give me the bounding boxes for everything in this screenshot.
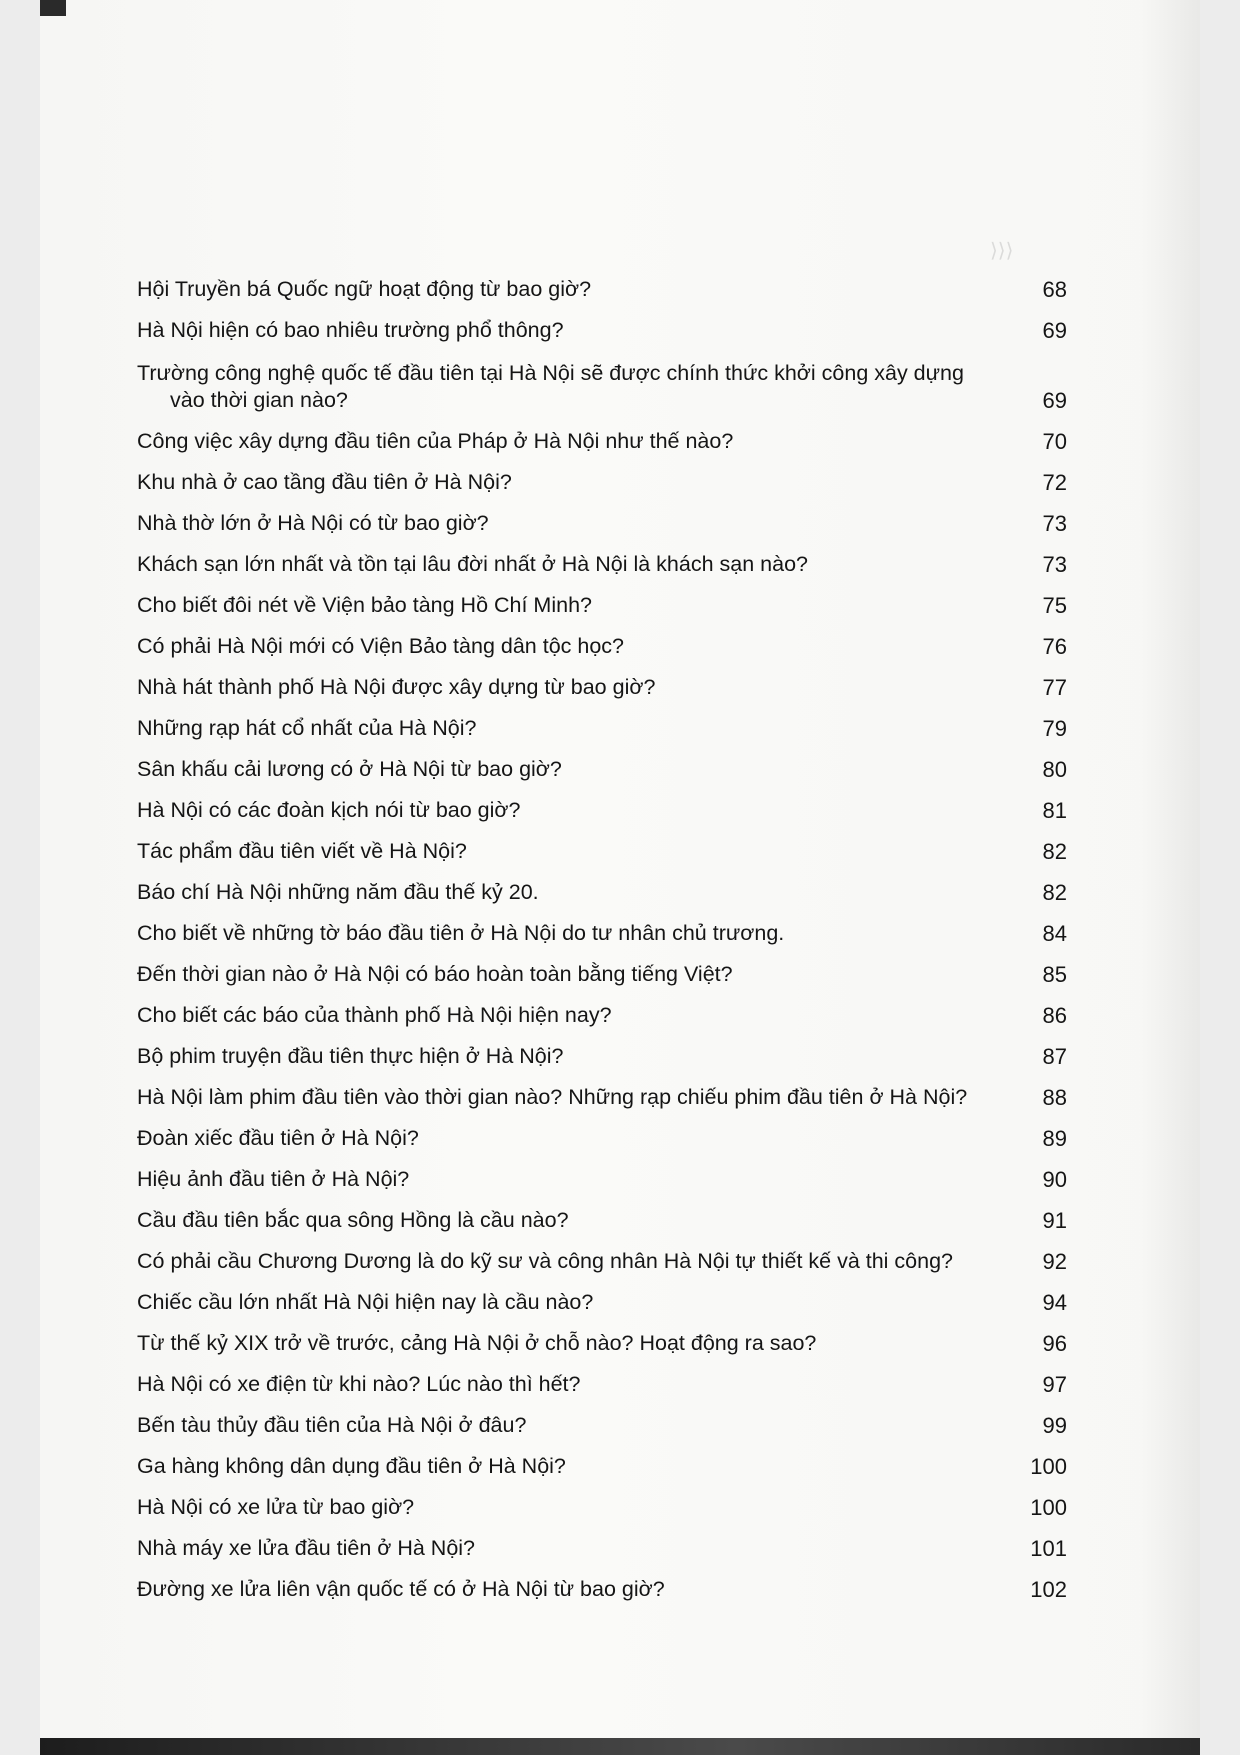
toc-entry — [137, 537, 1067, 578]
toc-entry-page-number: 70 — [1042, 429, 1067, 454]
toc-entry-title — [137, 276, 1007, 303]
toc-entry-title-text: Hà Nội làm phim đầu tiên vào thời gian nào? Những rạp chiếu phim đầu tiên ở Hà Nội? — [137, 1085, 968, 1109]
toc-entry-page-number: 69 — [1042, 318, 1067, 343]
toc-entry-page-number: 75 — [1042, 593, 1067, 618]
toc-entry-page-number: 68 — [1042, 277, 1067, 302]
toc-entry-page-number: 92 — [1042, 1249, 1067, 1274]
toc-entry-title — [137, 1002, 1007, 1029]
toc-entry-title-text: Cầu đầu tiên bắc qua sông Hồng là cầu nào? — [137, 1208, 569, 1232]
toc-entry-title-text: Hiệu ảnh đầu tiên ở Hà Nội? — [137, 1167, 410, 1191]
toc-entry-title-text: Đoàn xiếc đầu tiên ở Hà Nội? — [137, 1126, 419, 1150]
toc-entry-page-number: 84 — [1042, 921, 1067, 946]
toc-entry-title-text: Hà Nội có các đoàn kịch nói từ bao giờ? — [137, 798, 521, 822]
toc-entry-title — [137, 961, 1007, 988]
toc-entry — [137, 660, 1067, 701]
toc-entry-page-number: 80 — [1042, 757, 1067, 782]
toc-entry-title — [137, 1371, 1007, 1398]
toc-entry — [137, 1439, 1067, 1480]
toc-entry — [137, 262, 1067, 303]
toc-entry — [137, 1562, 1067, 1603]
bleed-through-text: ⟩⟩⟩ — [990, 240, 1014, 262]
toc-entry — [137, 865, 1067, 906]
table-of-contents — [137, 262, 1067, 1603]
toc-entry-title — [137, 674, 1007, 701]
toc-entry-title — [137, 1043, 1007, 1070]
toc-entry-title-text: Hà Nội có xe lửa từ bao giờ? — [137, 1495, 415, 1519]
toc-entry-title-text: Đến thời gian nào ở Hà Nội có báo hoàn toàn bằng tiếng Việt? — [137, 962, 733, 986]
toc-entry-page-number: 82 — [1042, 839, 1067, 864]
toc-entry-page-number: 77 — [1042, 675, 1067, 700]
toc-entry-title — [137, 1248, 1007, 1275]
toc-entry-title-text: Cho biết các báo của thành phố Hà Nội hiện nay? — [137, 1003, 612, 1027]
toc-entry-page-number: 82 — [1042, 880, 1067, 905]
toc-entry-page-number: 101 — [1030, 1536, 1067, 1561]
toc-entry-title-text: Ga hàng không dân dụng đầu tiên ở Hà Nội? — [137, 1454, 566, 1478]
toc-entry-title-text: Từ thế kỷ XIX trở về trước, cảng Hà Nội ở chỗ nào? Hoạt động ra sao? — [137, 1331, 817, 1355]
toc-entry-page-number: 76 — [1042, 634, 1067, 659]
toc-entry-title-text: Chiếc cầu lớn nhất Hà Nội hiện nay là cầu nào? — [137, 1290, 594, 1314]
page-edge-shadow — [1140, 0, 1200, 1755]
toc-entry-page-number: 99 — [1042, 1413, 1067, 1438]
toc-entry — [137, 824, 1067, 865]
toc-entry — [137, 578, 1067, 619]
toc-entry-page-number: 96 — [1042, 1331, 1067, 1356]
toc-entry-title-text: Nhà máy xe lửa đầu tiên ở Hà Nội? — [137, 1536, 476, 1560]
toc-entry-title-text: Khu nhà ở cao tầng đầu tiên ở Hà Nội? — [137, 470, 512, 494]
toc-entry-title-text: Cho biết đôi nét về Viện bảo tàng Hồ Chí Minh? — [137, 593, 592, 617]
toc-entry-title — [137, 428, 1007, 455]
toc-entry-page-number: 87 — [1042, 1044, 1067, 1069]
toc-entry-title — [137, 797, 1007, 824]
toc-entry-page-number: 90 — [1042, 1167, 1067, 1192]
toc-entry-title — [137, 317, 1007, 344]
toc-entry-title-text: Hội Truyền bá Quốc ngữ hoạt động từ bao giờ? — [137, 277, 592, 301]
toc-entry-title — [137, 1084, 1007, 1111]
toc-entry-page-number: 102 — [1030, 1577, 1067, 1602]
toc-entry-title-text: Bến tàu thủy đầu tiên của Hà Nội ở đâu? — [137, 1413, 527, 1437]
toc-entry-title-continuation: vào thời gian nào? — [170, 388, 348, 412]
toc-entry-page-number: 97 — [1042, 1372, 1067, 1397]
toc-entry-title — [137, 1207, 1007, 1234]
toc-entry — [137, 783, 1067, 824]
toc-entry-title-text: Nhà hát thành phố Hà Nội được xây dựng từ bao giờ? — [137, 675, 656, 699]
toc-entry — [137, 1316, 1067, 1357]
toc-entry-page-number: 100 — [1030, 1495, 1067, 1520]
toc-entry-title-text: Nhà thờ lớn ở Hà Nội có từ bao giờ? — [137, 511, 489, 535]
toc-entry-title-text: Sân khấu cải lương có ở Hà Nội từ bao giờ? — [137, 757, 562, 781]
toc-entry-page-number: 85 — [1042, 962, 1067, 987]
toc-entry-title — [137, 633, 1007, 660]
toc-entry-title — [137, 879, 1007, 906]
toc-entry-title — [137, 1125, 1007, 1152]
toc-entry-title-text: Có phải cầu Chương Dương là do kỹ sư và công nhân Hà Nội tự thiết kế và thi công? — [137, 1249, 954, 1273]
toc-entry — [137, 1070, 1067, 1111]
toc-entry-page-number: 69 — [1042, 388, 1067, 413]
toc-entry-title — [137, 1166, 1007, 1193]
toc-entry-title-text: Hà Nội có xe điện từ khi nào? Lúc nào thì hết? — [137, 1372, 581, 1396]
toc-entry — [137, 1398, 1067, 1439]
toc-entry — [137, 619, 1067, 660]
toc-entry — [137, 344, 1067, 414]
toc-entry — [137, 1275, 1067, 1316]
toc-entry-title-text: Có phải Hà Nội mới có Viện Bảo tàng dân tộc học? — [137, 634, 624, 658]
toc-entry-title-text: Khách sạn lớn nhất và tồn tại lâu đời nhất ở Hà Nội là khách sạn nào? — [137, 552, 808, 576]
toc-entry — [137, 1111, 1067, 1152]
toc-entry-page-number: 86 — [1042, 1003, 1067, 1028]
toc-entry — [137, 1521, 1067, 1562]
toc-entry-title-text: Hà Nội hiện có bao nhiêu trường phổ thông? — [137, 318, 564, 342]
scan-corner-mark — [40, 0, 66, 16]
toc-entry — [137, 701, 1067, 742]
toc-entry-title — [137, 510, 1007, 537]
toc-entry-page-number: 73 — [1042, 552, 1067, 577]
toc-entry-title — [137, 551, 1007, 578]
toc-entry-page-number: 94 — [1042, 1290, 1067, 1315]
toc-entry — [137, 1193, 1067, 1234]
toc-entry-title-text: Đường xe lửa liên vận quốc tế có ở Hà Nội từ bao giờ? — [137, 1577, 665, 1601]
toc-entry — [137, 742, 1067, 783]
toc-entry-title — [137, 1576, 1007, 1603]
toc-entry — [137, 906, 1067, 947]
toc-entry-page-number: 91 — [1042, 1208, 1067, 1233]
toc-entry-page-number: 73 — [1042, 511, 1067, 536]
toc-entry-title-text: Bộ phim truyện đầu tiên thực hiện ở Hà Nội? — [137, 1044, 564, 1068]
toc-entry-title — [137, 1453, 1007, 1480]
toc-entry-title — [137, 592, 1007, 619]
toc-entry — [137, 1357, 1067, 1398]
toc-entry-title — [137, 1494, 1007, 1521]
toc-entry-page-number: 88 — [1042, 1085, 1067, 1110]
toc-entry — [137, 1480, 1067, 1521]
toc-entry-title — [137, 756, 1007, 783]
toc-entry — [137, 947, 1067, 988]
toc-entry — [137, 303, 1067, 344]
toc-entry — [137, 414, 1067, 455]
toc-entry-title — [137, 838, 1007, 865]
toc-entry-title-text: Trường công nghệ quốc tế đầu tiên tại Hà Nội sẽ được chính thức khởi công xây dựng — [137, 361, 964, 385]
toc-entry-page-number: 81 — [1042, 798, 1067, 823]
toc-entry — [137, 455, 1067, 496]
toc-entry — [137, 1029, 1067, 1070]
toc-entry — [137, 496, 1067, 537]
toc-entry-title-text: Cho biết về những tờ báo đầu tiên ở Hà Nội do tư nhân chủ trương. — [137, 921, 785, 945]
toc-entry-title — [137, 715, 1007, 742]
toc-entry-title — [137, 469, 1007, 496]
toc-entry-title — [137, 1412, 1007, 1439]
toc-entry-title — [137, 1535, 1007, 1562]
toc-entry-page-number: 72 — [1042, 470, 1067, 495]
toc-entry-title — [137, 920, 1007, 947]
toc-entry-page-number: 79 — [1042, 716, 1067, 741]
toc-entry-title-text: Tác phẩm đầu tiên viết về Hà Nội? — [137, 839, 467, 863]
toc-entry — [137, 988, 1067, 1029]
toc-entry-title — [137, 360, 1007, 414]
toc-entry-page-number: 100 — [1030, 1454, 1067, 1479]
toc-entry-title-text: Báo chí Hà Nội những năm đầu thế kỷ 20. — [137, 880, 539, 904]
toc-entry-title-text: Những rạp hát cổ nhất của Hà Nội? — [137, 716, 477, 740]
toc-entry-title — [137, 1289, 1007, 1316]
toc-entry-title-text: Công việc xây dựng đầu tiên của Pháp ở Hà Nội như thế nào? — [137, 429, 734, 453]
toc-entry — [137, 1234, 1067, 1275]
toc-entry — [137, 1152, 1067, 1193]
toc-entry-page-number: 89 — [1042, 1126, 1067, 1151]
scan-bottom-edge — [40, 1738, 1200, 1755]
toc-entry-title — [137, 1330, 1007, 1357]
